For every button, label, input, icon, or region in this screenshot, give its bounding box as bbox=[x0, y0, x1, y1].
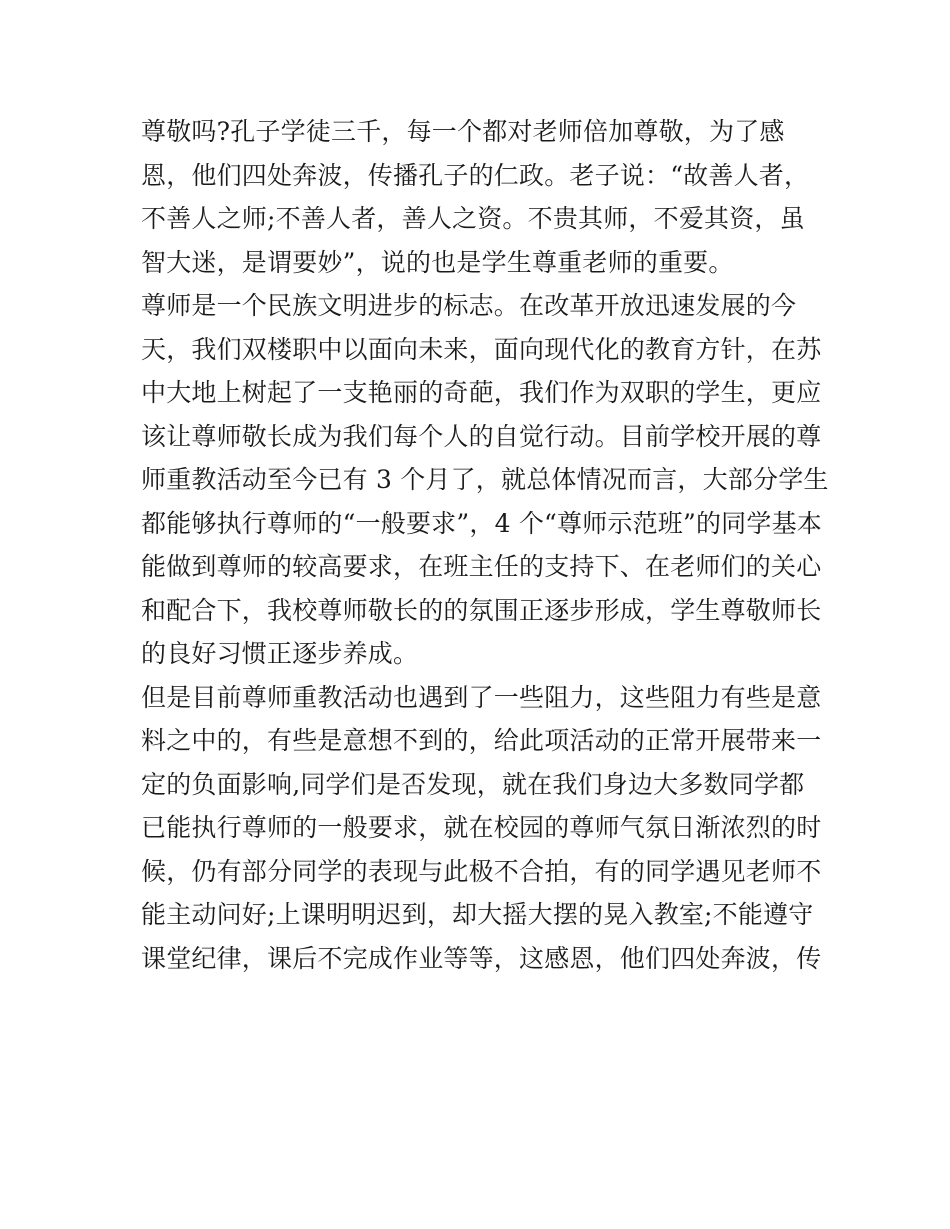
text-line: 师重教活动至今已有 3 个月了，就总体情况而言，大部分学生 bbox=[141, 465, 829, 494]
text-line: 天，我们双楼职中以面向未来，面向现代化的教育方针，在苏 bbox=[141, 334, 822, 364]
body-text bbox=[141, 110, 829, 980]
text-line: 定的负面影响,同学们是否发现，就在我们身边大多数同学都 bbox=[141, 769, 805, 799]
text-line: 但是目前尊师重教活动也遇到了一些阻力，这些阻力有些是意 bbox=[141, 682, 822, 712]
text-line: 候，仍有部分同学的表现与此极不合拍，有的同学遇见老师不 bbox=[141, 856, 822, 886]
text-line: 该让尊师敬长成为我们每个人的自觉行动。目前学校开展的尊 bbox=[141, 421, 822, 451]
text-line: 尊敬吗?孔子学徒三千，每一个都对老师倍加尊敬，为了感 bbox=[141, 117, 785, 146]
text-line: 中大地上树起了一支艳丽的奇葩，我们作为双职的学生，更应 bbox=[141, 378, 822, 407]
text-line: 尊师是一个民族文明进步的标志。在改革开放迅速发展的今 bbox=[141, 291, 797, 320]
text-line: 能主动问好;上课明明迟到，却大摇大摆的晃入教室;不能遵守 bbox=[141, 900, 814, 929]
text-line: 能做到尊师的较高要求，在班主任的支持下、在老师们的关心 bbox=[141, 552, 822, 581]
text-line: 智大迷，是谓要妙”，说的也是学生尊重老师的重要。 bbox=[141, 247, 734, 277]
text-line: 和配合下，我校尊师敬长的的氛围正逐步形成，学生尊敬师长 bbox=[141, 595, 822, 625]
text-line: 都能够执行尊师的“一般要求”，4 个“尊师示范班”的同学基本 bbox=[141, 508, 822, 538]
text-line: 课堂纪律，课后不完成作业等等，这感恩，他们四处奔波，传 bbox=[141, 943, 822, 973]
text-line: 料之中的，有些是意想不到的，给此项活动的正常开展带来一 bbox=[141, 726, 822, 755]
text-line: 不善人之师;不善人者，善人之资。不贵其师，不爱其资，虽 bbox=[141, 204, 805, 233]
text-line: 已能执行尊师的一般要求，就在校园的尊师气氛日渐浓烈的时 bbox=[141, 813, 822, 842]
text-line: 恩，他们四处奔波，传播孔子的仁政。老子说：“故善人者， bbox=[141, 160, 810, 190]
text-line: 的良好习惯正逐步养成。 bbox=[141, 639, 419, 668]
